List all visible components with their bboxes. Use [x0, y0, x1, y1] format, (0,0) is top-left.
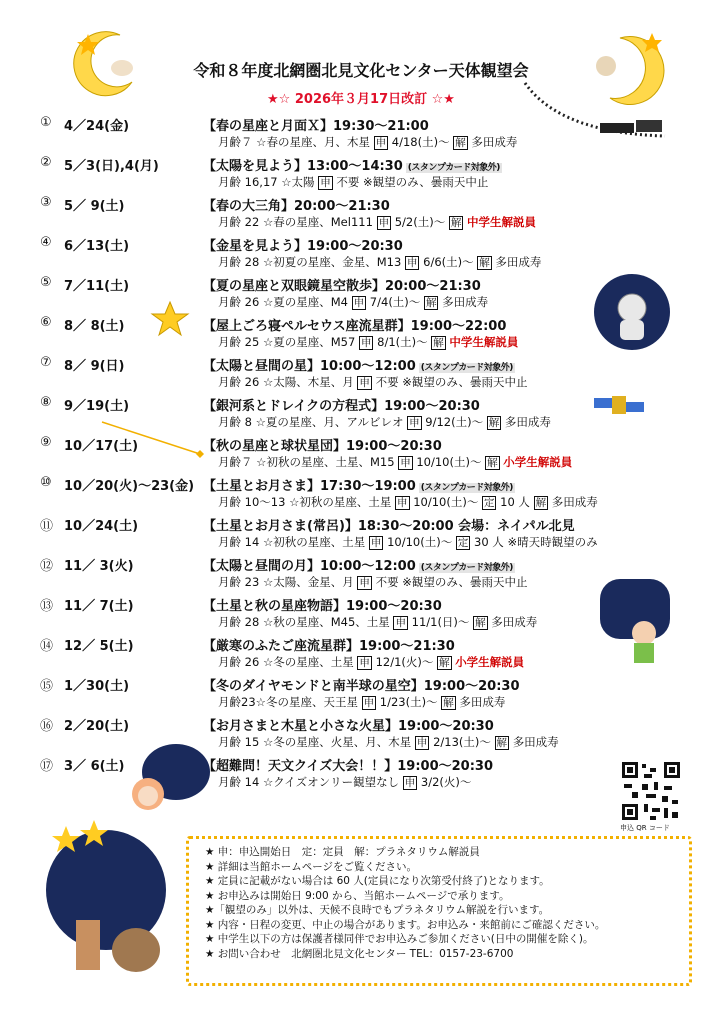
event-row — [0, 752, 722, 792]
event-name: 【秋の星座と球状星団】 — [203, 439, 347, 454]
event-time: 17:30～19:00 — [320, 479, 416, 494]
guide-name: 多田成寿 — [442, 295, 489, 309]
guide-label: 解 — [455, 137, 466, 149]
event-name: 【厳寒のふたご座流星群】 — [203, 639, 360, 654]
guide-label: 解 — [433, 337, 444, 349]
event-moon-objects: 月齢 22 ☆春の星座、Mel111 — [218, 215, 377, 229]
event-number: ⑤ — [40, 275, 52, 290]
event-date: 7／11(土) — [64, 279, 130, 294]
event-detail — [218, 494, 598, 510]
event-title — [203, 235, 403, 254]
student-guide: 小学生解説員 — [455, 655, 525, 669]
event-row — [0, 552, 722, 592]
apply-start: 不要 — [371, 575, 403, 589]
event-number: ⑧ — [40, 395, 52, 410]
apply-start: 12/1(火)～ — [371, 655, 438, 669]
event-moon-objects: 月齢７ ☆初秋の星座、土星、M15 — [218, 455, 399, 469]
event-date: 8／ 8(土) — [64, 319, 125, 334]
event-row — [0, 712, 722, 752]
event-row — [0, 272, 722, 312]
event-moon-objects: 月齢 16,17 ☆太陽 — [218, 175, 319, 189]
student-guide: 小学生解説員 — [503, 455, 573, 469]
apply-label: 申 — [409, 417, 420, 429]
student-guide: 中学生解説員 — [449, 335, 519, 349]
apply-label: 申 — [406, 257, 418, 269]
event-number: ③ — [40, 195, 52, 210]
event-title — [203, 515, 575, 534]
apply-start: 9/12(土)～ — [421, 415, 487, 429]
event-moon-objects: 月齢 23 ☆太陽、金星、月 — [218, 575, 358, 589]
guide-label: 解 — [487, 457, 498, 469]
event-time: 20:00～21:30 — [294, 199, 390, 214]
guide-name: 多田成寿 — [491, 615, 538, 629]
apply-label: 申 — [370, 537, 382, 549]
event-name: 【春の大三角】 — [203, 199, 295, 214]
event-title — [203, 715, 494, 734]
apply-start: 6/6(土)～ — [419, 255, 478, 269]
event-note: ※観望のみ、曇雨天中止 — [402, 575, 528, 589]
event-detail — [218, 694, 505, 710]
event-time: 18:30～20:00 会場：ネイパル北見 — [357, 519, 575, 534]
event-number: ① — [40, 115, 52, 130]
apply-label: 申 — [353, 297, 365, 309]
event-row — [0, 392, 722, 432]
apply-label: 申 — [416, 737, 428, 749]
event-date: 11／ 7(土) — [64, 599, 134, 614]
event-title — [203, 475, 515, 494]
event-time: 19:00～20:30 — [346, 599, 442, 614]
event-name: 【冬のダイヤモンドと南半球の星空】 — [203, 679, 424, 694]
event-title — [203, 195, 390, 214]
event-detail — [218, 374, 528, 390]
event-name: 【夏の星座と双眼鏡星空散歩】 — [203, 279, 386, 294]
guide-name: 多田成寿 — [512, 735, 559, 749]
event-title — [203, 435, 442, 454]
event-date: 6／13(土) — [64, 239, 130, 254]
event-moon-objects: 月齢 26 ☆冬の星座、土星 — [218, 655, 358, 669]
event-number: ② — [40, 155, 52, 170]
event-moon-objects: 月齢 15 ☆冬の星座、火星、月、木星 — [218, 735, 415, 749]
guide-name: 多田成寿 — [504, 415, 551, 429]
guide-label: 解 — [496, 737, 508, 749]
guide-label: 解 — [488, 417, 500, 429]
apply-start: 7/4(土)～ — [366, 295, 424, 309]
event-number: ④ — [40, 235, 52, 250]
event-detail — [218, 254, 541, 270]
event-title — [203, 115, 429, 134]
event-detail — [218, 334, 518, 350]
event-name: 【屋上ごろ寝ペルセウス座流星群】 — [203, 319, 411, 334]
apply-start: 5/2(土)～ — [391, 215, 449, 229]
event-moon-objects: 月齢７ ☆春の星座、月、木星 — [218, 135, 374, 149]
event-date: 5／ 9(土) — [64, 199, 125, 214]
note-line: ★「観望のみ」以外は、天候不良時でもプラネタリウム解説を行います。 — [205, 904, 550, 916]
event-title — [203, 315, 506, 334]
event-title — [203, 155, 502, 174]
apply-label: 申 — [320, 177, 331, 189]
event-title — [203, 675, 520, 694]
event-row — [0, 432, 722, 472]
apply-start: 11/1(日)～ — [407, 615, 474, 629]
event-moon-objects: 月齢 14 ☆クイズオンリー観望なし — [218, 775, 403, 789]
event-name: 【太陽を見よう】 — [203, 159, 308, 174]
event-number: ⑫ — [40, 559, 54, 574]
event-number: ⑩ — [40, 475, 52, 490]
event-title — [203, 555, 515, 574]
guide-name: 多田成寿 — [471, 135, 518, 149]
event-name: 【土星とお月さま】 — [203, 479, 321, 494]
event-row — [0, 512, 722, 552]
event-row — [0, 152, 722, 192]
note-line: ★ 定員に記載がない場合は 60 人(定員になり次第受付終了)となります。 — [205, 875, 550, 887]
apply-start: 8/1(土)～ — [373, 335, 432, 349]
event-number: ⑪ — [40, 519, 54, 534]
telescope-kids-illustration — [36, 820, 176, 980]
apply-label: 申 — [404, 777, 416, 789]
guide-label: 解 — [475, 617, 486, 629]
event-name: 【太陽と昼間の星】 — [203, 359, 321, 374]
apply-start: 3/2(火)～ — [417, 775, 472, 789]
event-moon-objects: 月齢23☆冬の星座、天王星 — [218, 695, 362, 709]
apply-label: 申 — [359, 577, 370, 589]
apply-label: 申 — [395, 617, 406, 629]
guide-label: 解 — [535, 497, 547, 509]
event-detail — [218, 774, 471, 790]
apply-label: 申 — [378, 217, 390, 229]
event-time: 19:00～20:30 — [397, 759, 493, 774]
event-title — [203, 755, 493, 774]
event-number: ⑬ — [40, 599, 54, 614]
event-moon-objects: 月齢 26 ☆太陽、木星、月 — [218, 375, 358, 389]
event-title — [203, 635, 455, 654]
apply-label: 申 — [360, 337, 372, 349]
event-name: 【土星とお月さま(常呂)】 — [203, 519, 358, 534]
capacity-label: 定 — [457, 537, 469, 549]
event-time: 19:00～20:30 — [384, 399, 480, 414]
event-detail — [218, 454, 572, 470]
event-time: 10:00～12:00 — [320, 559, 416, 574]
guide-label: 解 — [425, 297, 437, 309]
note-line: ★ お問い合わせ 北網圏北見文化センター TEL：0157-23-6700 — [205, 947, 514, 960]
event-moon-objects: 月齢 28 ☆秋の星座、M45、土星 — [218, 615, 394, 629]
event-time: 19:00～20:30 — [307, 239, 403, 254]
apply-label: 申 — [397, 497, 408, 509]
note-line: ★ 詳細は当館ホームページをご覧ください。 — [205, 860, 418, 873]
event-moon-objects: 月齢 10～13 ☆初秋の星座、土星 — [218, 495, 396, 509]
event-name: 【超難問！天文クイズ大会！！】 — [203, 759, 398, 774]
apply-start: 10/10(土)～ — [409, 495, 482, 509]
capacity-value: 30 人 — [470, 535, 508, 549]
notes-box — [186, 836, 692, 986]
guide-name: 多田成寿 — [459, 695, 506, 709]
event-title — [203, 355, 515, 374]
event-date: 3／ 6(土) — [64, 759, 125, 774]
event-number: ⑦ — [40, 355, 52, 370]
apply-start: 10/10(土)～ — [383, 535, 456, 549]
event-title — [203, 275, 481, 294]
event-time: 13:00～14:30 — [307, 159, 403, 174]
event-row — [0, 592, 722, 632]
event-moon-objects: 月齢 14 ☆初秋の星座、土星 — [218, 535, 369, 549]
event-detail — [218, 654, 524, 670]
apply-start: 1/23(土)～ — [376, 695, 442, 709]
event-time: 10:00～12:00 — [320, 359, 416, 374]
event-moon-objects: 月齢 28 ☆初夏の星座、金星、M13 — [218, 255, 405, 269]
event-row — [0, 192, 722, 232]
apply-label: 申 — [400, 457, 411, 469]
event-number: ⑭ — [40, 639, 54, 654]
event-moon-objects: 月齢 26 ☆夏の星座、M4 — [218, 295, 352, 309]
apply-start: 4/18(土)～ — [388, 135, 454, 149]
event-date: 10／17(土) — [64, 439, 139, 454]
event-row — [0, 352, 722, 392]
event-title — [203, 595, 442, 614]
event-row — [0, 312, 722, 352]
event-detail — [218, 294, 488, 310]
event-number: ⑰ — [40, 759, 54, 774]
capacity-value: 10 人 — [496, 495, 534, 509]
note-line: ★ 申：申込開始日 定：定員 解：プラネタリウム解説員 — [205, 846, 480, 858]
event-detail — [218, 134, 517, 150]
event-time: 19:00～20:30 — [398, 719, 494, 734]
event-name: 【春の星座と月面Ｘ】 — [203, 119, 334, 134]
event-detail — [218, 574, 528, 590]
stamp-card-note: (スタンプカード対象外) — [420, 363, 513, 373]
note-line: ★ 内容・日程の変更、中止の場合があります。お申込み・来館前にご確認ください。 — [205, 918, 606, 931]
event-number: ⑥ — [40, 315, 52, 330]
apply-label: 申 — [359, 377, 370, 389]
event-time: 20:00～21:30 — [385, 279, 481, 294]
event-row — [0, 632, 722, 672]
event-date: 1／30(土) — [64, 679, 130, 694]
event-row — [0, 112, 722, 152]
event-date: 11／ 3(火) — [64, 559, 134, 574]
event-row — [0, 232, 722, 272]
student-guide: 中学生解説員 — [467, 215, 537, 229]
event-number: ⑮ — [40, 679, 54, 694]
event-time: 19:00～20:30 — [423, 679, 520, 694]
stamp-card-note: (スタンプカード対象外) — [420, 563, 513, 573]
event-detail — [218, 734, 559, 750]
guide-label: 解 — [439, 657, 450, 669]
event-list — [0, 112, 722, 792]
event-detail — [218, 174, 488, 190]
event-moon-objects: 月齢 25 ☆夏の星座、M57 — [218, 335, 359, 349]
event-date: 2／20(土) — [64, 719, 130, 734]
event-date: 9／19(土) — [64, 399, 130, 414]
apply-label: 申 — [359, 657, 370, 669]
event-name: 【金星を見よう】 — [203, 239, 308, 254]
event-note: ※観望のみ、曇雨天中止 — [363, 175, 489, 189]
revision-date: ★☆ 2026年３月17日改訂 ☆★ — [267, 92, 455, 107]
note-line: ★ 中学生以下の方は保護者様同伴でお申込みご参加ください(日中の開催を除く)。 — [205, 933, 594, 945]
apply-label: 申 — [363, 697, 375, 709]
guide-name: 多田成寿 — [551, 495, 598, 509]
event-name: 【銀河系とドレイクの方程式】 — [203, 399, 385, 414]
event-row — [0, 472, 722, 512]
apply-label: 申 — [375, 137, 387, 149]
event-date: 8／ 9(日) — [64, 359, 125, 374]
apply-start: 2/13(土)～ — [429, 735, 495, 749]
event-date: 5／3(日),4(月) — [64, 159, 159, 174]
page-title: 令和８年度北網圏北見文化センター天体観望会 — [193, 61, 529, 80]
guide-label: 解 — [479, 257, 490, 269]
event-number: ⑯ — [40, 719, 54, 734]
event-detail — [218, 214, 536, 230]
guide-label: 解 — [443, 697, 454, 709]
guide-name: 多田成寿 — [495, 255, 542, 269]
stamp-card-note: (スタンプカード対象外) — [420, 483, 513, 493]
qr-code-label: 申込 QR コード — [620, 824, 670, 832]
event-note: ※観望のみ、曇雨天中止 — [402, 375, 528, 389]
stamp-card-note: (スタンプカード対象外) — [407, 163, 500, 173]
event-date: 10／20(火)～23(金) — [64, 479, 195, 494]
guide-label: 解 — [450, 217, 462, 229]
event-detail — [218, 534, 598, 550]
event-time: 19:00～22:00 — [410, 319, 507, 334]
event-row — [0, 672, 722, 712]
apply-start: 不要 — [371, 375, 403, 389]
event-date: 4／24(金) — [64, 119, 130, 134]
event-title — [203, 395, 480, 414]
event-note: ※晴天時観望のみ — [507, 535, 598, 549]
event-number: ⑨ — [40, 435, 52, 450]
event-name: 【太陽と昼間の月】 — [203, 559, 321, 574]
event-date: 10／24(土) — [64, 519, 139, 534]
capacity-label: 定 — [483, 497, 495, 509]
event-time: 19:30～21:00 — [333, 119, 429, 134]
apply-start: 不要 — [332, 175, 364, 189]
apply-start: 10/10(土)～ — [412, 455, 486, 469]
event-detail — [218, 614, 537, 630]
event-time: 19:00～21:30 — [359, 639, 455, 654]
event-moon-objects: 月齢 8 ☆夏の星座、月、アルビレオ — [218, 415, 408, 429]
note-line: ★ お申込みは開始日 9:00 から、当館ホームページで承ります。 — [205, 889, 510, 902]
event-time: 19:00～20:30 — [346, 439, 442, 454]
event-detail — [218, 414, 551, 430]
event-name: 【土星と秋の星座物語】 — [203, 599, 347, 614]
event-name: 【お月さまと木星と小さな火星】 — [203, 719, 399, 734]
event-date: 12／ 5(土) — [64, 639, 134, 654]
